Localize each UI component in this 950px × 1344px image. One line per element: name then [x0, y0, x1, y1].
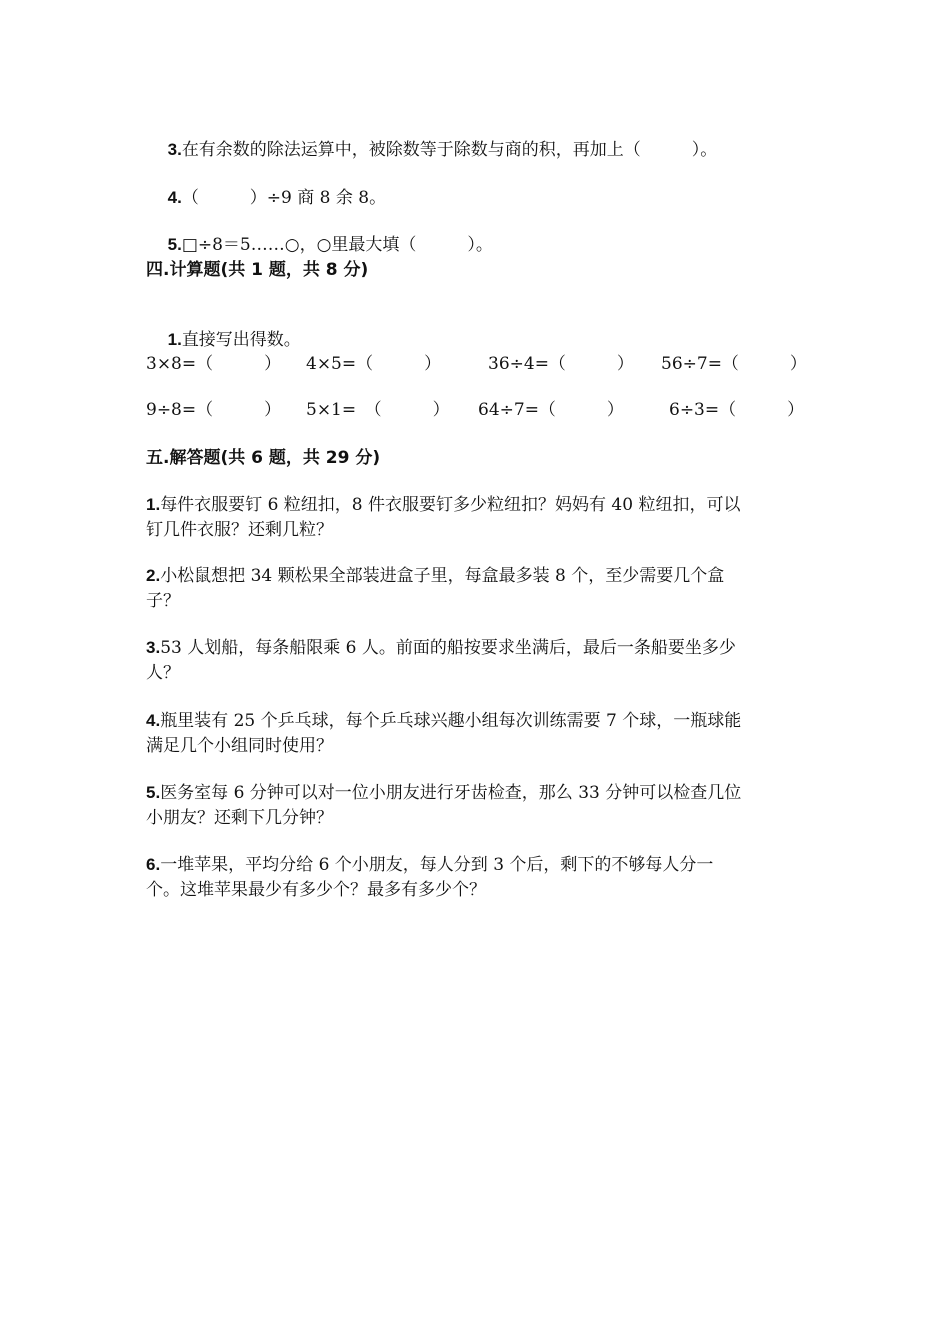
word-problem-2: [146, 563, 808, 614]
calc-item: 64÷7=（ ）: [478, 400, 624, 420]
question-text-line1: 一堆苹果，平均分给 6 个小朋友，每人分到 3 个后，剩下的不够每人分一: [160, 855, 714, 875]
calc-item: 36÷4=（ ）: [488, 354, 634, 374]
question-text: □÷8＝5……○，○里最大填（ ）。: [181, 235, 493, 255]
question-text-line1: 医务室每 6 分钟可以对一位小朋友进行牙齿检查，那么 33 分钟可以检查几位: [160, 783, 742, 803]
question-number: 6.: [146, 855, 161, 874]
question-number: 2.: [146, 566, 161, 585]
calc-item: 9÷8=（ ）: [146, 400, 282, 420]
question-text-line1: 每件衣服要钉 6 粒纽扣，8 件衣服要钉多少粒纽扣？妈妈有 40 粒纽扣，可以: [160, 495, 741, 515]
question-text-line2: 小朋友？还剩下几分钟？: [146, 808, 333, 828]
question-number: 1.: [146, 495, 161, 514]
question-text-line2: 子？: [146, 591, 180, 611]
question-number: 5.: [167, 235, 182, 254]
question-text: 在有余数的除法运算中，被除数等于除数与商的积，再加上（ ）。: [181, 140, 718, 160]
calc-item: 4×5=（ ）: [306, 354, 442, 374]
question-text-line2: 个。这堆苹果最少有多少个？最多有多少个？: [146, 880, 486, 900]
question-number: 5.: [146, 783, 161, 802]
question-text: （ ）÷9 商 8 余 8。: [181, 188, 387, 208]
section-heading-word-problems: 五.解答题(共 6 题，共 29 分): [146, 448, 381, 468]
question-text-line2: 满足几个小组同时使用？: [146, 736, 333, 756]
word-problem-3: [146, 635, 808, 686]
calc-item: 3×8=（ ）: [146, 354, 282, 374]
question-number: 1.: [167, 330, 182, 349]
calc-item: 6÷3=（ ）: [669, 400, 805, 420]
calc-item: 56÷7=（ ）: [661, 354, 807, 374]
question-text-line2: 人？: [146, 663, 180, 683]
question-text-line2: 钉几件衣服？还剩几粒？: [146, 520, 333, 540]
question-text-line1: 瓶里装有 25 个乒乓球，每个乒乓球兴趣小组每次训练需要 7 个球，一瓶球能: [160, 711, 742, 731]
word-problem-1: [146, 492, 808, 543]
word-problem-6: [146, 852, 808, 903]
question-number: 3.: [167, 140, 182, 159]
question-number: 4.: [167, 188, 182, 207]
question-number: 3.: [146, 638, 161, 657]
question-number: 4.: [146, 711, 161, 730]
section-heading-calculation: 四.计算题(共 1 题，共 8 分): [146, 260, 369, 280]
word-problem-4: [146, 708, 808, 759]
word-problem-5: [146, 780, 808, 831]
question-text-line1: 小松鼠想把 34 颗松果全部装进盒子里，每盒最多装 8 个，至少需要几个盒: [160, 566, 725, 586]
question-text-line1: 53 人划船，每条船限乘 6 人。前面的船按要求坐满后，最后一条船要坐多少: [160, 638, 736, 658]
question-text: 直接写出得数。: [181, 330, 301, 350]
calc-item: 5×1= （ ）: [306, 400, 450, 420]
